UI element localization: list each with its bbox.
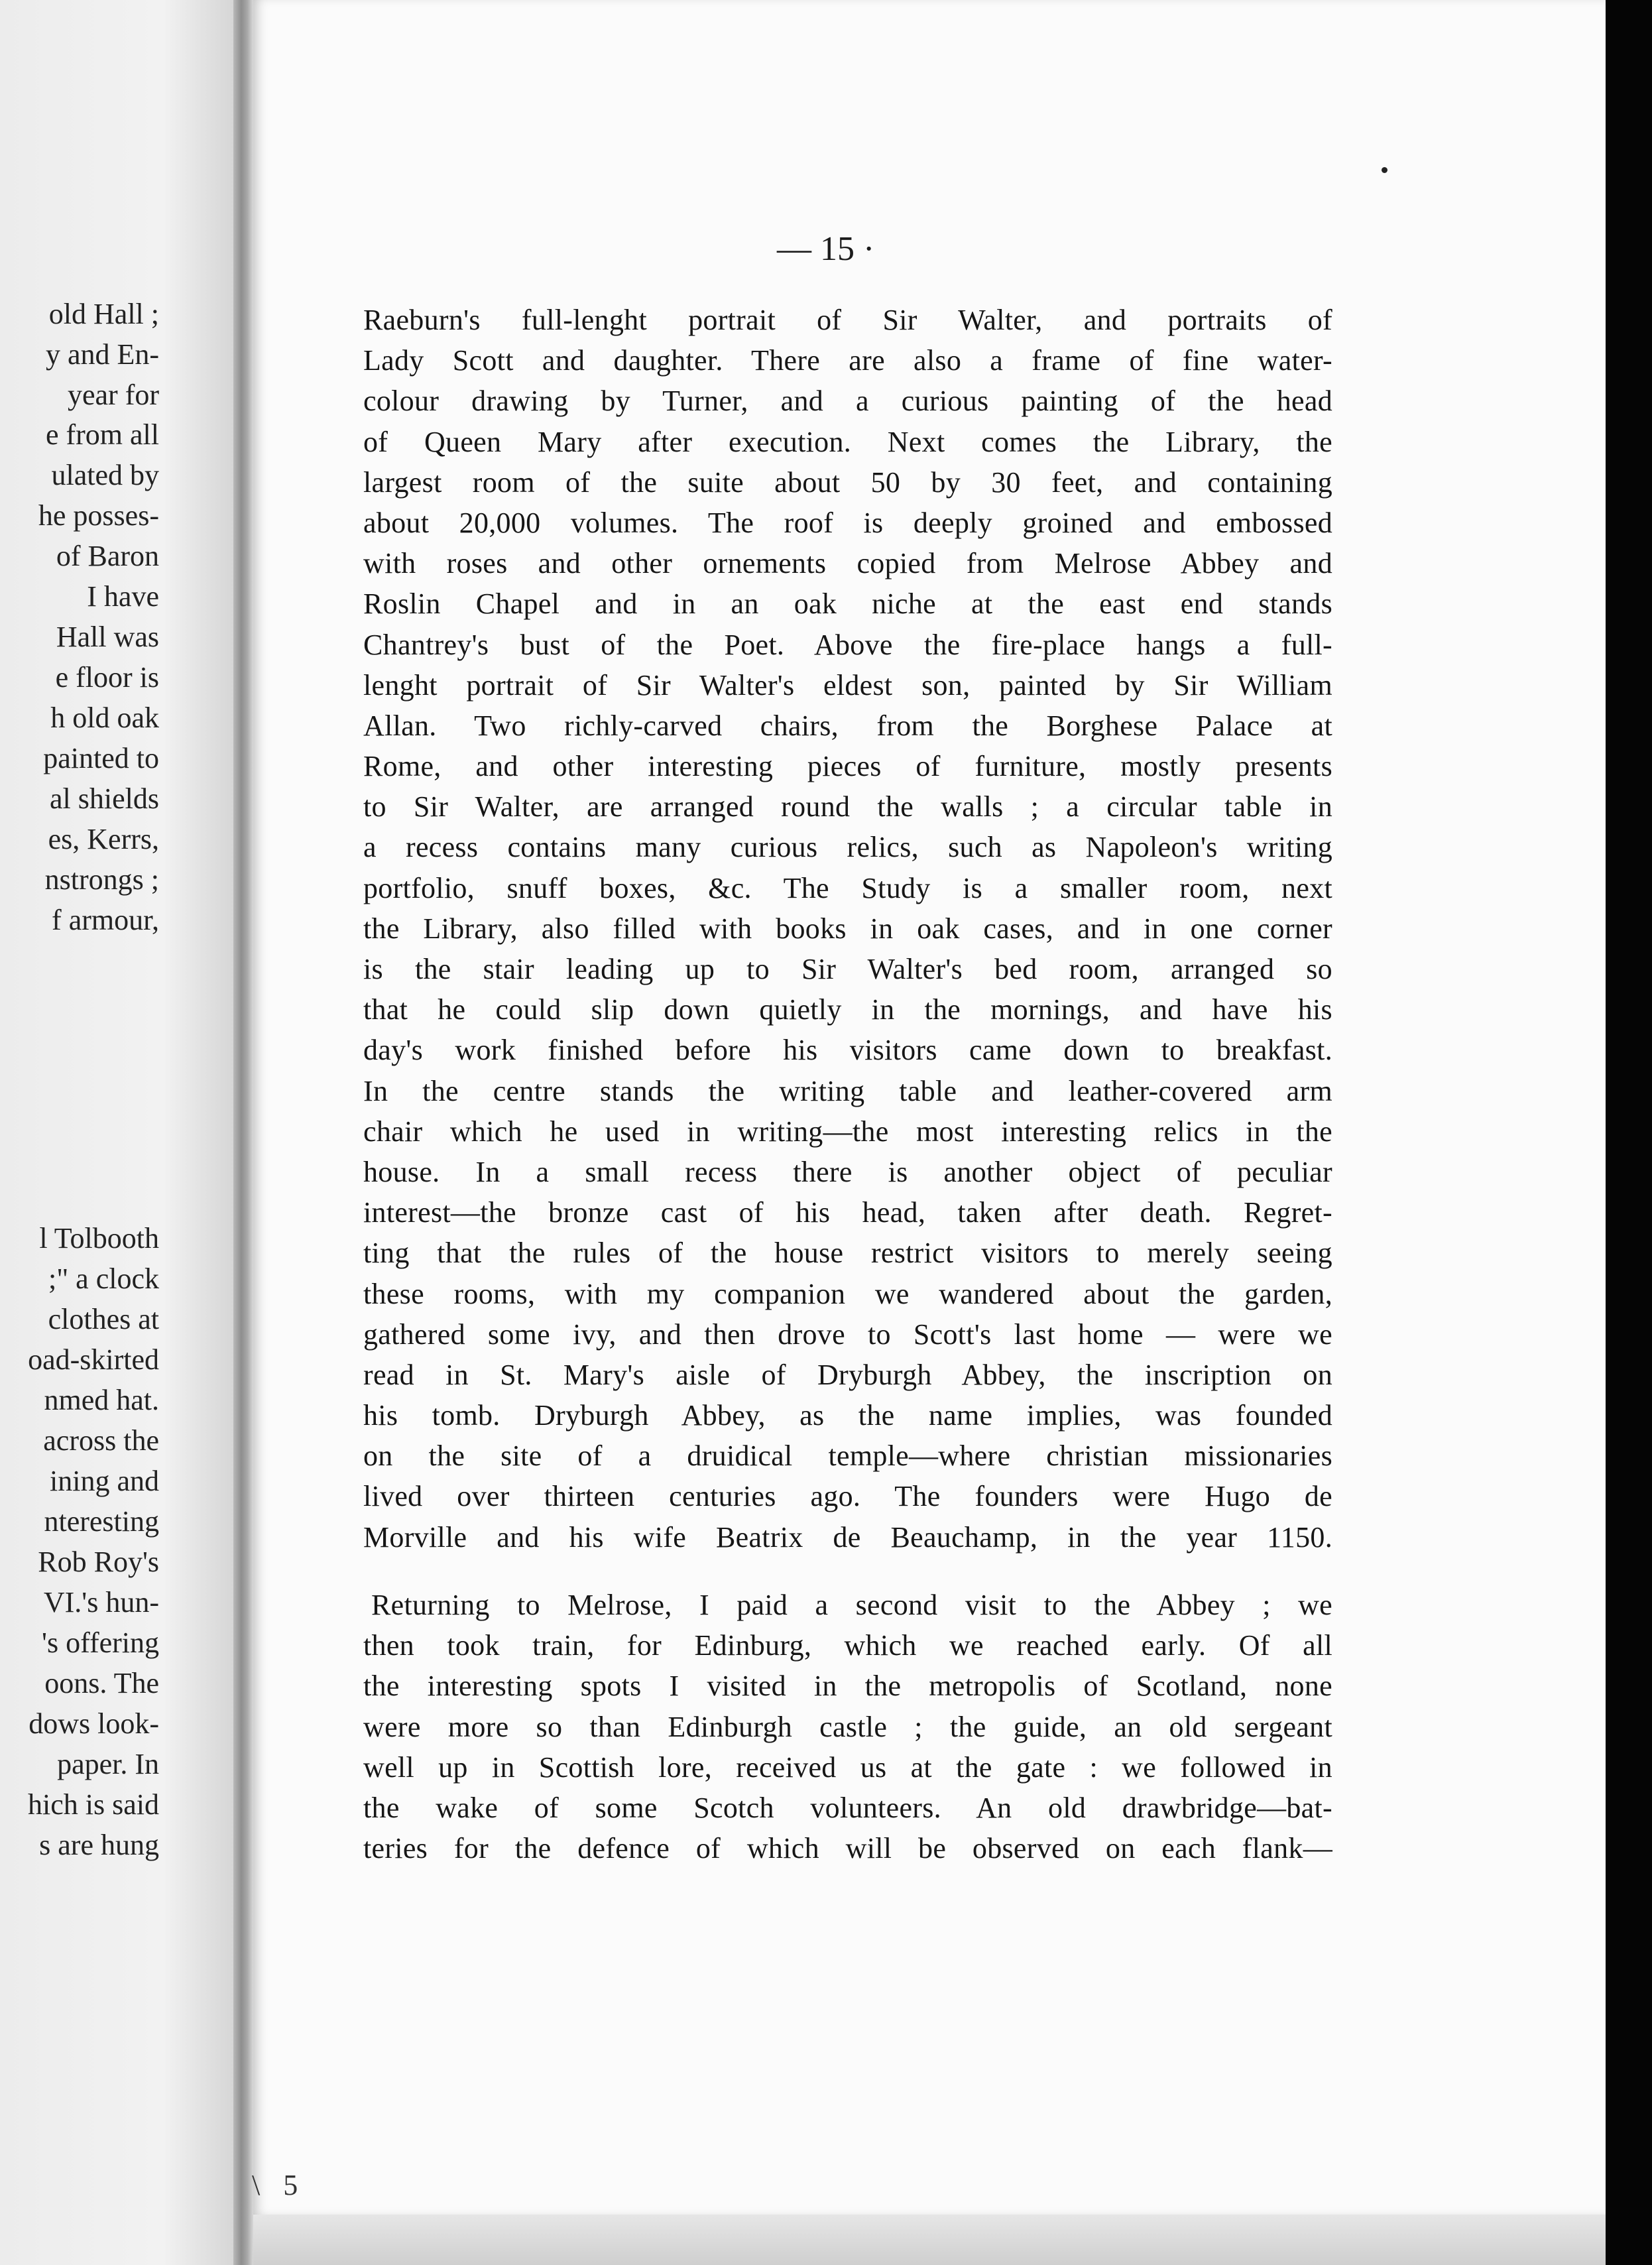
left-page-line: l Tolbooth <box>39 1222 159 1255</box>
left-page-line: nmed hat. <box>44 1384 159 1416</box>
left-page-line: of Baron <box>56 540 159 572</box>
left-page-line: oad-skirted <box>28 1343 159 1376</box>
text-line: colour drawing by Turner, and a curious painting of the head <box>363 385 1332 418</box>
text-line: chair which he used in writing—the most interesting relics in the <box>363 1115 1332 1148</box>
text-line: lenght portrait of Sir Walter's eldest son, painted by Sir William <box>363 668 1332 702</box>
left-page-line: f armour, <box>52 904 159 936</box>
text-line: these rooms, with my companion we wandered about the garden, <box>363 1277 1332 1310</box>
left-page-line: hich is said <box>28 1788 159 1821</box>
left-page-line: y and En- <box>45 338 159 371</box>
left-page-line: ining and <box>50 1465 159 1497</box>
left-page-line: nstrongs ; <box>44 863 159 896</box>
text-line: the wake of some Scotch volunteers. An old drawbridge—bat- <box>363 1791 1332 1824</box>
text-line: Chantrey's bust of the Poet. Above the fire-place hangs a full- <box>363 628 1332 661</box>
left-page-line: e from all <box>45 418 159 451</box>
book-gutter <box>233 0 253 2265</box>
left-page-line: Hall was <box>56 621 159 653</box>
text-line: teries for the defence of which will be observed on each flank— <box>363 1832 1332 1865</box>
text-line: Allan. Two richly-carved chairs, from the Borghese Palace at <box>363 709 1332 742</box>
left-page-line: paper. In <box>57 1748 159 1780</box>
text-line: then took train, for Edinburg, which we reached early. Of all <box>363 1629 1332 1662</box>
text-line: of Queen Mary after execution. Next comes the Library, the <box>363 425 1332 458</box>
left-page-line: nteresting <box>44 1505 159 1538</box>
left-page-line: ;" a clock <box>48 1262 159 1295</box>
page-bottom-edge <box>253 2215 1606 2265</box>
left-page-line: I have <box>87 580 159 613</box>
text-line: that he could slip down quietly in the mornings, and have his <box>363 993 1332 1026</box>
left-page-line: e floor is <box>55 661 159 694</box>
margin-marks: \ 5 <box>252 2169 306 2201</box>
left-page-line: oons. The <box>44 1667 159 1699</box>
left-page-line: h old oak <box>50 702 159 734</box>
left-page-line: 's offering <box>42 1626 159 1659</box>
left-page-line: ulated by <box>51 459 159 491</box>
left-page-line: al shields <box>50 782 159 815</box>
text-line: portfolio, snuff boxes, &c. The Study is a smaller room, next <box>363 871 1332 904</box>
text-line: house. In a small recess there is another object of peculiar <box>363 1155 1332 1188</box>
left-page-line: dows look- <box>29 1707 159 1740</box>
text-line: with roses and other ornements copied from Melrose Abbey and <box>363 547 1332 580</box>
text-line: largest room of the suite about 50 by 30 feet, and containing <box>363 465 1332 499</box>
text-line: gathered some ivy, and then drove to Scott's last home — were we <box>363 1317 1332 1351</box>
left-page-line: old Hall ; <box>48 298 159 330</box>
text-line: lived over thirteen centuries ago. The founders were Hugo de <box>363 1480 1332 1513</box>
paragraph-1 <box>363 300 1332 1558</box>
text-line: his tomb. Dryburgh Abbey, as the name implies, was founded <box>363 1399 1332 1432</box>
left-page-line: he posses- <box>38 499 159 532</box>
left-page <box>0 0 233 2265</box>
left-page-line: es, Kerrs, <box>48 823 159 855</box>
text-line: about 20,000 volumes. The roof is deeply groined and embossed <box>363 506 1332 539</box>
text-line: Rome, and other interesting pieces of furniture, mostly presents <box>363 750 1332 783</box>
text-line: the interesting spots I visited in the metropolis of Scotland, none <box>363 1670 1332 1703</box>
left-page-line: clothes at <box>48 1303 159 1335</box>
left-page-text <box>0 0 233 2265</box>
text-line: to Sir Walter, are arranged round the walls ; a circular table in <box>363 790 1332 824</box>
left-page-line: year for <box>67 379 159 411</box>
text-line: Morville and his wife Beatrix de Beauchamp, in the year 1150. <box>363 1520 1332 1554</box>
text-line: were more so than Edinburgh castle ; the guide, an old sergeant <box>363 1710 1332 1743</box>
scan-border <box>1606 0 1652 2265</box>
text-line: Raeburn's full-lenght portrait of Sir Walter, and portraits of <box>363 304 1332 336</box>
ink-speck <box>1382 167 1387 173</box>
text-line: on the site of a druidical temple—where christian missionaries <box>363 1439 1332 1473</box>
text-line: Lady Scott and daughter. There are also a frame of fine water- <box>363 344 1332 377</box>
text-line: ting that the rules of the house restrict visitors to merely seeing <box>363 1237 1332 1270</box>
text-line: Roslin Chapel and in an oak niche at the east end stands <box>363 587 1332 621</box>
left-page-line: across the <box>43 1424 159 1457</box>
text-line: day's work finished before his visitors came down to breakfast. <box>363 1034 1332 1067</box>
text-line: well up in Scottish lore, received us at the gate : we followed in <box>363 1750 1332 1784</box>
left-page-line: s are hung <box>39 1829 159 1861</box>
left-page-line: Rob Roy's <box>38 1546 159 1578</box>
page-number: — 15 · <box>777 230 875 268</box>
left-page-line: VI.'s hun- <box>43 1586 159 1619</box>
left-page-line: painted to <box>43 742 159 774</box>
text-line: read in St. Mary's aisle of Dryburgh Abbey, the inscription on <box>363 1358 1332 1391</box>
text-line: a recess contains many curious relics, such as Napoleon's writing <box>363 831 1332 864</box>
text-line: interest—the bronze cast of his head, taken after death. Regret- <box>363 1196 1332 1229</box>
paragraph-2 <box>363 1585 1332 1868</box>
text-line: the Library, also filled with books in oak cases, and in one corner <box>363 912 1332 945</box>
text-line: Returning to Melrose, I paid a second visit to the Abbey ; we <box>371 1589 1332 1621</box>
text-line: In the centre stands the writing table and leather-covered arm <box>363 1074 1332 1107</box>
text-line: is the stair leading up to Sir Walter's bed room, arranged so <box>363 953 1332 985</box>
